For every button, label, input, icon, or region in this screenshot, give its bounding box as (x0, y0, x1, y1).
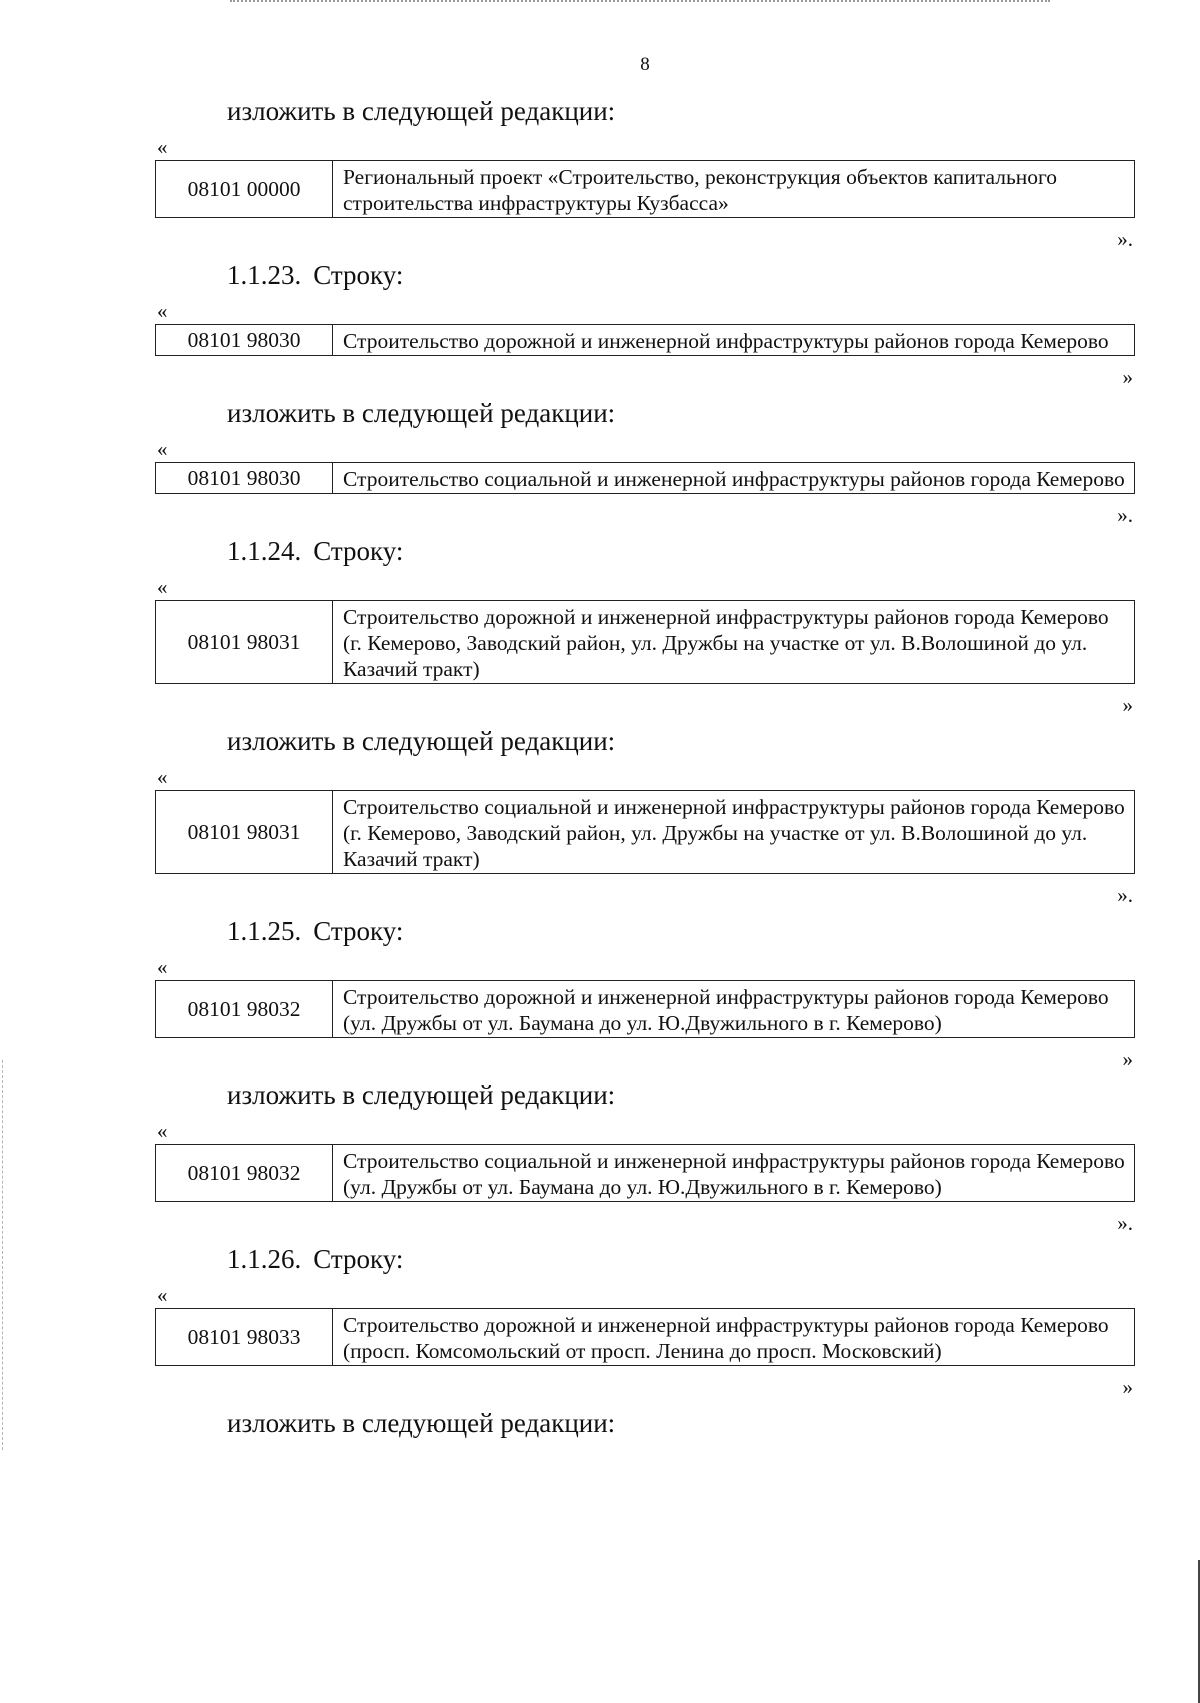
description-cell: Строительство дорожной и инженерной инфраструктуры районов города Кемерово (333, 325, 1135, 356)
opening-quote: « (157, 955, 168, 979)
budget-code-table (155, 160, 1135, 218)
budget-code-cell: 08101 98030 (156, 325, 333, 356)
section-paragraph (227, 1244, 1135, 1284)
section-paragraph (227, 916, 1135, 956)
budget-code-cell: 08101 98031 (156, 601, 333, 684)
amend-paragraph (227, 1080, 1135, 1120)
paragraph-text: изложить в следующей редакции: (227, 96, 616, 126)
budget-code-cell: 08101 00000 (156, 161, 333, 218)
budget-code-table (155, 980, 1135, 1038)
document-body (155, 96, 1135, 1448)
paragraph-text: Строку: (313, 916, 404, 946)
paragraph-text: изложить в следующей редакции: (227, 398, 616, 428)
closing-quote: ». (1117, 503, 1133, 527)
budget-code-cell: 08101 98032 (156, 981, 333, 1038)
description-cell: Строительство дорожной и инженерной инфраструктуры районов города Кемерово (ул. Дружбы от ул. Баумана до ул. Ю.Двужильного в г. Кемерово) (333, 981, 1135, 1038)
amend-paragraph (227, 1408, 1135, 1448)
section-paragraph (227, 536, 1135, 576)
budget-code-table (155, 1308, 1135, 1366)
opening-quote: « (157, 135, 168, 159)
paragraph-text: Строку: (313, 536, 404, 566)
description-cell: Строительство дорожной и инженерной инфраструктуры районов города Кемерово (просп. Комсомольский от просп. Ленина до просп. Московский) (333, 1309, 1135, 1366)
budget-code-table (155, 324, 1135, 356)
closing-quote: » (1122, 365, 1133, 389)
paragraph-text: изложить в следующей редакции: (227, 1408, 616, 1438)
description-cell: Строительство дорожной и инженерной инфраструктуры районов города Кемерово (г. Кемерово, Заводский район, ул. Дружбы на участке от ул. В.Волошиной до ул. Казачий тракт) (333, 601, 1135, 684)
description-cell: Строительство социальной и инженерной инфраструктуры районов города Кемерово (333, 463, 1135, 494)
table-row (156, 1309, 1135, 1366)
closing-quote: » (1122, 1047, 1133, 1071)
opening-quote: « (157, 1283, 168, 1307)
closing-quote: » (1122, 1375, 1133, 1399)
closing-quote: ». (1117, 227, 1133, 251)
opening-quote: « (157, 575, 168, 599)
budget-code-cell: 08101 98033 (156, 1309, 333, 1366)
table-row (156, 601, 1135, 684)
budget-code-cell: 08101 98032 (156, 1145, 333, 1202)
budget-code-cell: 08101 98030 (156, 463, 333, 494)
opening-quote: « (157, 1119, 168, 1143)
budget-code-cell: 08101 98031 (156, 791, 333, 874)
section-number: 1.1.24. (227, 536, 302, 566)
budget-code-table (155, 790, 1135, 874)
section-paragraph (227, 260, 1135, 300)
opening-quote: « (157, 437, 168, 461)
opening-quote: « (157, 299, 168, 323)
paragraph-text: Строку: (313, 1244, 404, 1274)
paragraph-text: изложить в следующей редакции: (227, 726, 616, 756)
opening-quote: « (157, 765, 168, 789)
page-number: 8 (640, 54, 650, 75)
section-number: 1.1.25. (227, 916, 302, 946)
section-number: 1.1.26. (227, 1244, 302, 1274)
amend-paragraph (227, 96, 1135, 136)
table-row (156, 791, 1135, 874)
scan-artifact-top (230, 0, 1050, 4)
amend-paragraph (227, 726, 1135, 766)
table-row (156, 981, 1135, 1038)
description-cell: Региональный проект «Строительство, реконструкция объектов капитального строительства инфраструктуры Кузбасса» (333, 161, 1135, 218)
table-row (156, 161, 1135, 218)
description-cell: Строительство социальной и инженерной инфраструктуры районов города Кемерово (г. Кемерово, Заводский район, ул. Дружбы на участке от ул. В.Волошиной до ул. Казачий тракт) (333, 791, 1135, 874)
scan-artifact-left-edge (2, 1060, 5, 1450)
table-row (156, 325, 1135, 356)
paragraph-text: изложить в следующей редакции: (227, 1080, 616, 1110)
amend-paragraph (227, 398, 1135, 438)
budget-code-table (155, 1144, 1135, 1202)
table-row (156, 1145, 1135, 1202)
closing-quote: ». (1117, 883, 1133, 907)
closing-quote: ». (1117, 1211, 1133, 1235)
paragraph-text: Строку: (313, 260, 404, 290)
description-cell: Строительство социальной и инженерной инфраструктуры районов города Кемерово (ул. Дружбы от ул. Баумана до ул. Ю.Двужильного в г. Кемерово) (333, 1145, 1135, 1202)
section-number: 1.1.23. (227, 260, 302, 290)
table-row (156, 463, 1135, 494)
closing-quote: » (1122, 693, 1133, 717)
budget-code-table (155, 462, 1135, 494)
budget-code-table (155, 600, 1135, 684)
